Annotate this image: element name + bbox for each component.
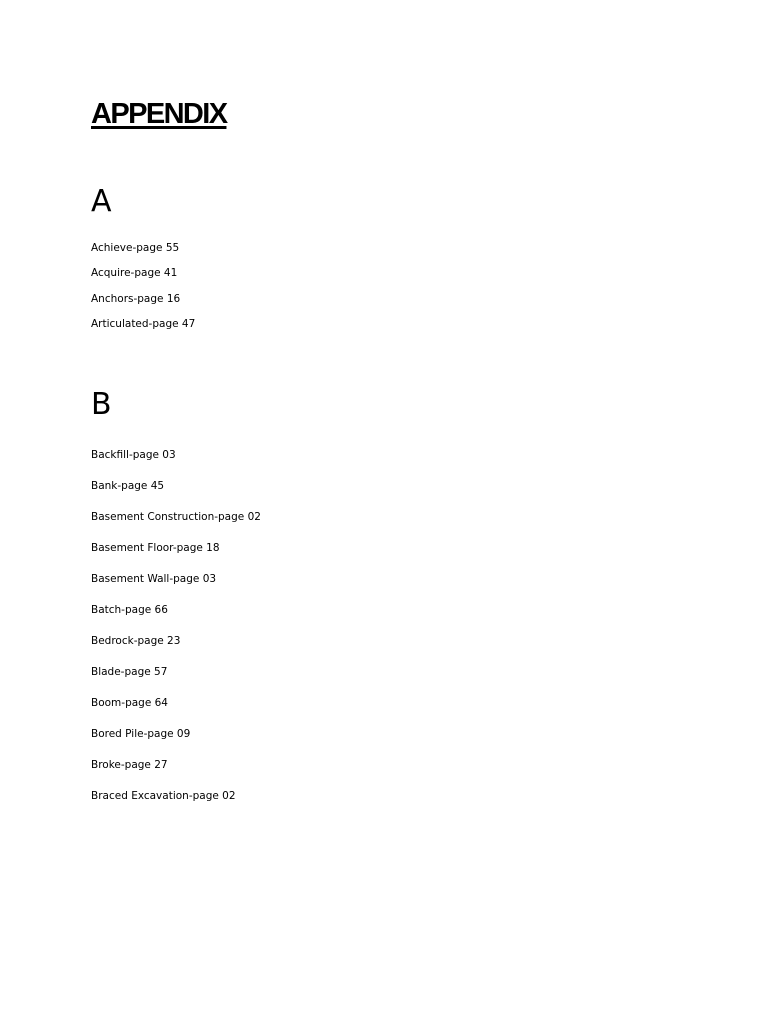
index-entry: Bedrock-page 23: [91, 635, 181, 647]
index-entry: Backfill-page 03: [91, 449, 176, 461]
index-entry: Anchors-page 16: [91, 292, 181, 305]
section-b-entry-list: [91, 448, 261, 820]
page-title: APPENDIX: [91, 98, 227, 130]
index-entry: Broke-page 27: [91, 759, 168, 771]
section-letter-b: B: [91, 387, 112, 422]
index-entry: Boom-page 64: [91, 697, 168, 709]
index-entry: Basement Floor-page 18: [91, 542, 220, 554]
index-entry: Achieve-page 55: [91, 242, 180, 254]
index-entry: Basement Construction-page 02: [91, 511, 261, 523]
index-entry: Blade-page 57: [91, 666, 168, 678]
section-letter-a: A: [91, 184, 112, 219]
index-entry: Articulated-page 47: [91, 317, 196, 330]
index-entry: Bank-page 45: [91, 480, 165, 492]
index-entry: Acquire-page 41: [91, 267, 178, 280]
index-entry: Basement Wall-page 03: [91, 573, 217, 585]
index-entry: Batch-page 66: [91, 604, 168, 616]
section-a-entry-list: [91, 241, 195, 342]
index-entry: Braced Excavation-page 02: [91, 790, 236, 802]
index-entry: Bored Pile-page 09: [91, 728, 191, 740]
